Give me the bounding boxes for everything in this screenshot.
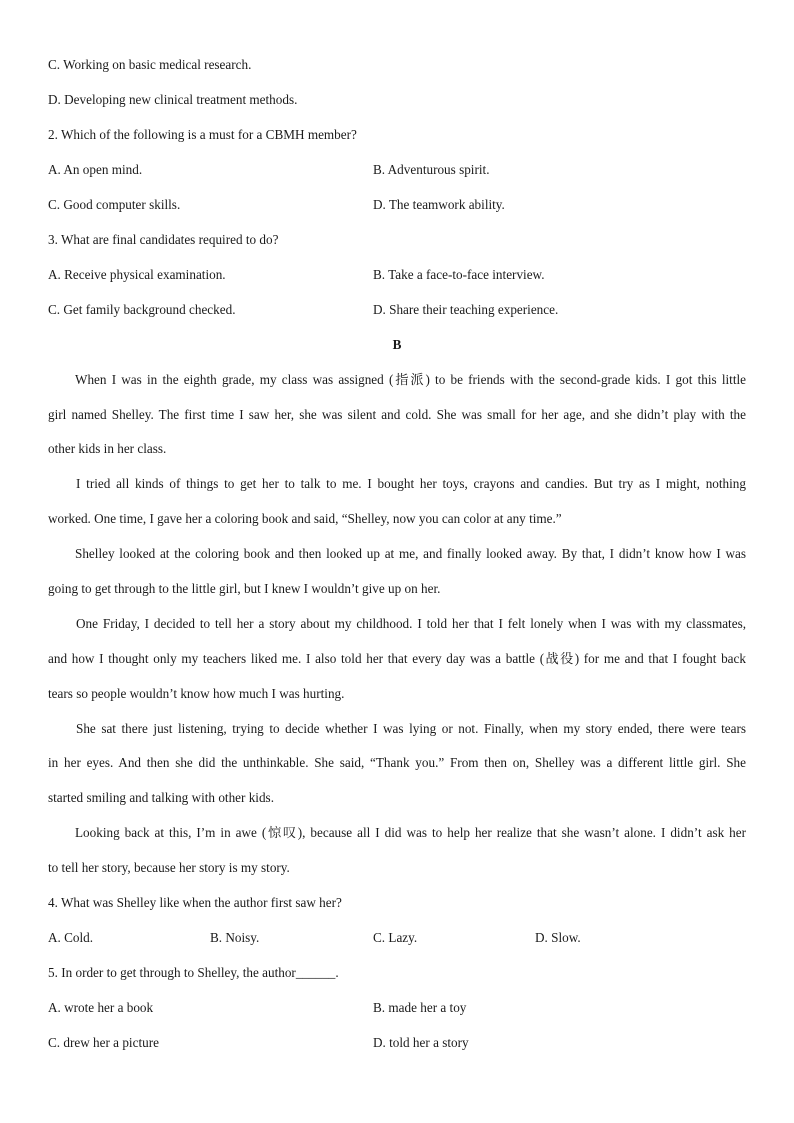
passage-line: One Friday, I decided to tell her a story about my childhood. I told her that I felt lonely when I was with my classmates, bbox=[76, 616, 746, 631]
q2-option-c: C. Good computer skills. bbox=[48, 197, 181, 212]
passage-line: and how I thought only my teachers liked me. I also told her that every day was a battle (战役) for me and that I fought back bbox=[48, 651, 746, 666]
q4-option-c: C. Lazy. bbox=[373, 930, 418, 945]
passage-line: in her eyes. And then she did the unthinkable. She said, “Thank you.” From then on, Shelley was a different little girl. She bbox=[48, 755, 746, 770]
q5-option-c: C. drew her a picture bbox=[48, 1035, 159, 1050]
q2-option-b: B. Adventurous spirit. bbox=[373, 162, 490, 177]
passage-line: girl named Shelley. The first time I saw her, she was silent and cold. She was small for her age, and she didn’t play with the bbox=[48, 407, 746, 422]
passage-line: tears so people wouldn’t know how much I was hurting. bbox=[48, 686, 345, 701]
q5-question: 5. In order to get through to Shelley, the author______. bbox=[48, 965, 339, 980]
q5-option-d: D. told her a story bbox=[373, 1035, 469, 1050]
passage-line: going to get through to the little girl, but I knew I wouldn’t give up on her. bbox=[48, 581, 441, 596]
passage-line: I tried all kinds of things to get her to talk to me. I bought her toys, crayons and candies. But try as I might, nothing bbox=[76, 476, 746, 491]
passage-line: other kids in her class. bbox=[48, 441, 167, 456]
q3-question: 3. What are final candidates required to do? bbox=[48, 232, 279, 247]
q3-option-c: C. Get family background checked. bbox=[48, 302, 236, 317]
passage-line: started smiling and talking with other kids. bbox=[48, 790, 274, 805]
q2-question: 2. Which of the following is a must for a CBMH member? bbox=[48, 127, 357, 142]
passage-line: worked. One time, I gave her a coloring book and said, “Shelley, now you can color at any time.” bbox=[48, 511, 562, 526]
q1-option-c: C. Working on basic medical research. bbox=[48, 57, 252, 72]
q4-option-b: B. Noisy. bbox=[210, 930, 260, 945]
q3-option-d: D. Share their teaching experience. bbox=[373, 302, 559, 317]
q3-option-b: B. Take a face-to-face interview. bbox=[373, 267, 545, 282]
q4-option-a: A. Cold. bbox=[48, 930, 94, 945]
q3-option-a: A. Receive physical examination. bbox=[48, 267, 226, 282]
passage-line: When I was in the eighth grade, my class was assigned (指派) to be friends with the second-grade kids. I got this little bbox=[75, 372, 746, 387]
q1-option-d: D. Developing new clinical treatment methods. bbox=[48, 92, 298, 107]
q4-option-d: D. Slow. bbox=[535, 930, 581, 945]
q4-question: 4. What was Shelley like when the author first saw her? bbox=[48, 895, 342, 910]
passage-line: Looking back at this, I’m in awe (惊叹), because all I did was to help her realize that she wasn’t alone. I didn’t ask her bbox=[75, 825, 746, 840]
section-b-heading: B bbox=[392, 337, 402, 352]
q2-option-a: A. An open mind. bbox=[48, 162, 143, 177]
passage-line: Shelley looked at the coloring book and then looked up at me, and finally looked away. By that, I didn’t know how I was bbox=[75, 546, 746, 561]
q2-option-d: D. The teamwork ability. bbox=[373, 197, 505, 212]
passage-line: to tell her story, because her story is my story. bbox=[48, 860, 290, 875]
q5-option-a: A. wrote her a book bbox=[48, 1000, 154, 1015]
q5-option-b: B. made her a toy bbox=[373, 1000, 467, 1015]
passage-line: She sat there just listening, trying to decide whether I was lying or not. Finally, when my story ended, there were tears bbox=[76, 721, 746, 736]
